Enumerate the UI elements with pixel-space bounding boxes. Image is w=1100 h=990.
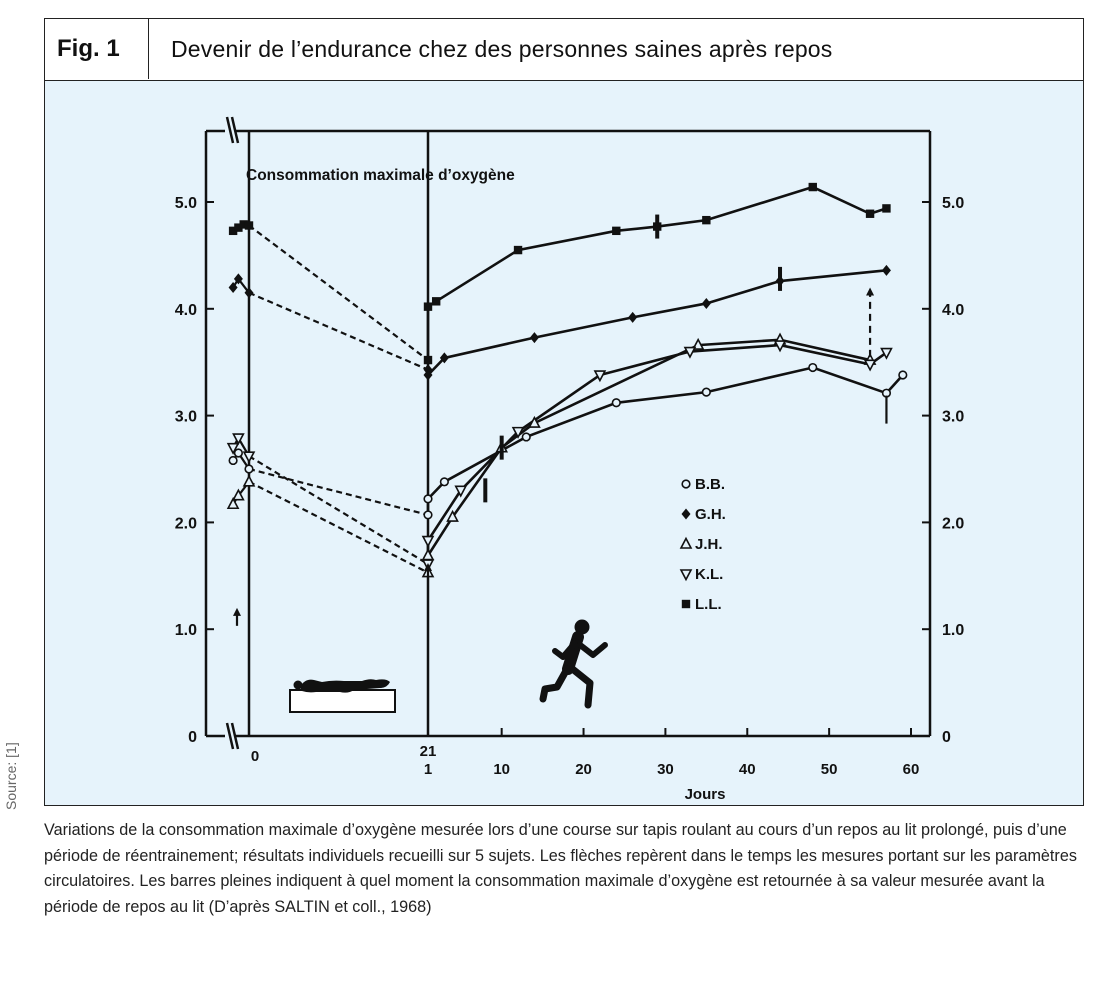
- x-tick-label: 50: [820, 761, 838, 778]
- series-bb-point: [522, 433, 530, 441]
- solid-bar: [483, 478, 487, 502]
- figure-label: Fig. 1: [45, 19, 149, 79]
- x-axis-label: Jours: [684, 786, 726, 803]
- series-ll-point: [612, 227, 620, 235]
- source-label: Source: [1]: [3, 742, 19, 810]
- bed-rest-illustration-icon: [290, 679, 395, 712]
- solid-bar: [778, 267, 782, 291]
- x-tick-label: 20: [575, 761, 592, 778]
- series-bb-point: [899, 371, 907, 379]
- y-tick-label-left: 0: [188, 729, 197, 746]
- x-tick-label: 10: [493, 761, 511, 778]
- series-bb-point: [229, 457, 237, 465]
- y-tick-label-right: 1.0: [942, 622, 965, 640]
- y-tick-label-right: 4.0: [942, 301, 965, 319]
- legend-marker: [682, 600, 690, 608]
- legend-marker: [682, 480, 690, 488]
- series-ll-point: [702, 216, 710, 224]
- series-bb-point: [612, 399, 620, 407]
- legend-label: L.L.: [695, 596, 722, 613]
- x-tick-label: 60: [902, 761, 920, 778]
- series-bb-point: [245, 465, 253, 473]
- series-ll-point: [809, 183, 817, 191]
- x-tick-label: 1: [423, 761, 433, 778]
- legend-label: B.B.: [695, 476, 725, 493]
- x-tick-label: 30: [657, 761, 674, 778]
- chart: [45, 81, 1082, 805]
- x-tick-label-bedrest-end: 21: [419, 743, 437, 760]
- legend-label: J.H.: [695, 536, 723, 553]
- legend-label: K.L.: [695, 566, 724, 583]
- series-bb-point: [703, 388, 711, 396]
- series-ll-point: [432, 297, 440, 305]
- series-ll-point: [866, 210, 874, 218]
- x-tick-label: 40: [738, 761, 756, 778]
- y-tick-label-left: 1.0: [174, 622, 197, 640]
- y-tick-label-right: 3.0: [942, 408, 965, 426]
- series-ll-point: [424, 356, 432, 364]
- series-ll-point: [424, 302, 432, 310]
- series-bb-point: [424, 495, 432, 503]
- series-ll-point: [514, 246, 522, 254]
- legend-label: G.H.: [695, 506, 726, 523]
- solid-bar: [655, 215, 659, 239]
- figure-box: [44, 18, 1084, 806]
- figure-title: Devenir de l’endurance chez des personnes saines après repos: [171, 36, 833, 62]
- y-tick-label-right: 2.0: [942, 515, 965, 533]
- series-bb-point: [441, 478, 449, 486]
- y-tick-label-right: 0: [942, 729, 951, 746]
- y-tick-label-left: 5.0: [174, 195, 197, 212]
- y-tick-label-right: 5.0: [942, 195, 965, 212]
- series-bb-point: [424, 511, 432, 519]
- series-ll-point: [882, 204, 890, 212]
- series-bb-point: [809, 364, 817, 372]
- y-tick-label-left: 3.0: [174, 408, 197, 426]
- chart-title: Consommation maximale d’oxygène: [246, 167, 515, 184]
- x-tick-label-bedrest-start: 0: [250, 748, 260, 765]
- solid-bar: [500, 436, 504, 460]
- figure-header: [45, 19, 1083, 81]
- y-tick-label-left: 2.0: [174, 515, 197, 533]
- y-tick-label-left: 4.0: [174, 301, 197, 319]
- series-bb-point: [235, 449, 243, 457]
- figure-caption: Variations de la consommation maximale d’oxygène mesurée lors d’une course sur tapis roulant au cours d’un repos au lit prolongé, puis d’une période de réentrainement; résultats individuels recueilli sur 5 sujets. Les flèches repèrent dans le temps les mesures portant sur les paramètres circulatoires. Les barres pleines indiquent à quel moment la consommation maximale d’oxygène est retournée à sa valeur mesurée avant la période de repos au lit (D’après SALTIN et coll., 1968): [44, 821, 1077, 916]
- series-ll-point: [245, 221, 253, 229]
